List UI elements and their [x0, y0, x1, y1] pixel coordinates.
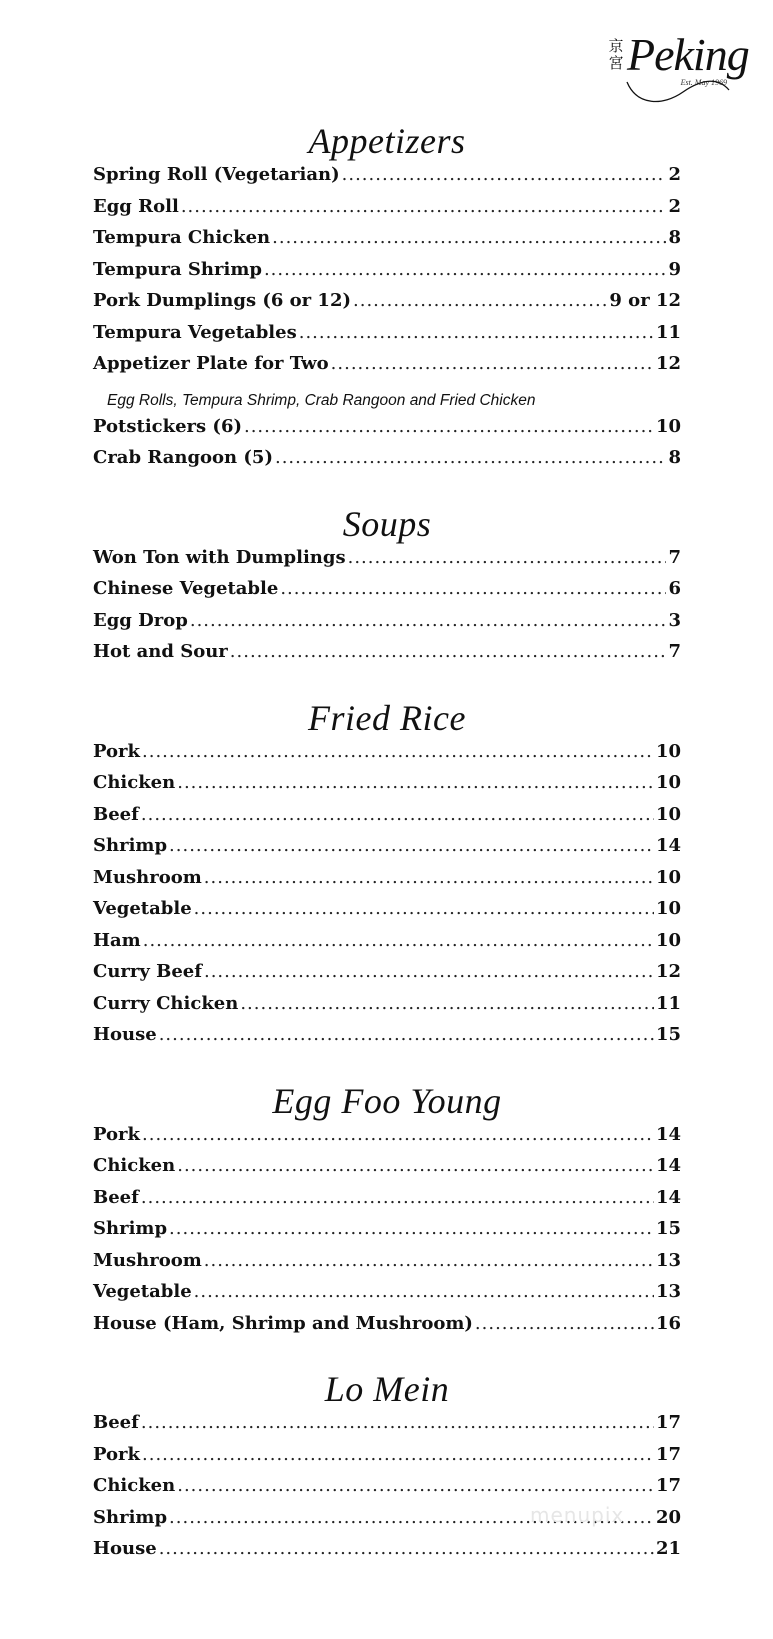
menu-item	[93, 1024, 681, 1056]
item-price: 9	[668, 258, 681, 280]
dot-leader	[181, 196, 667, 217]
menu-section-lo-mein	[93, 1368, 681, 1570]
item-price: 21	[655, 1538, 681, 1559]
dot-leader	[169, 835, 654, 856]
item-price: 12	[655, 353, 681, 374]
dot-leader	[348, 547, 667, 568]
item-price: 10	[655, 803, 681, 825]
menu-item	[93, 961, 681, 993]
dot-leader	[159, 1538, 654, 1559]
item-name: Mushroom	[93, 1249, 202, 1271]
dot-leader	[194, 1281, 654, 1302]
item-price: 10	[655, 415, 681, 437]
menu-item	[93, 641, 681, 673]
item-name: Vegetable	[93, 1281, 192, 1302]
item-price: 14	[655, 1123, 681, 1145]
menu-item	[93, 447, 681, 479]
menu-item	[93, 416, 681, 448]
menu-item	[93, 1281, 681, 1313]
dot-leader	[177, 772, 654, 793]
item-price: 11	[655, 992, 681, 1014]
item-name: Beef	[93, 1412, 139, 1433]
menu-item	[93, 898, 681, 930]
item-name: Pork	[93, 1443, 141, 1465]
dot-leader	[194, 898, 654, 919]
item-price: 10	[655, 772, 681, 793]
dot-leader	[240, 993, 654, 1014]
section-title: Egg Foo Young	[272, 1080, 502, 1121]
logo-chinese-characters: 京宮	[608, 37, 624, 72]
item-name: Chicken	[93, 1475, 176, 1496]
menu-item	[93, 1155, 681, 1187]
dot-leader	[204, 961, 654, 982]
item-name: Chicken	[93, 772, 176, 793]
item-price: 14	[655, 1186, 681, 1208]
menu-item	[93, 867, 681, 899]
item-name: Crab Rangoon (5)	[93, 447, 273, 468]
item-name: Shrimp	[93, 1506, 168, 1528]
section-title: Lo Mein	[324, 1369, 450, 1409]
item-price: 3	[668, 609, 681, 631]
item-price: 7	[668, 546, 681, 568]
item-name: Pork Dumplings (6 or 12)	[93, 290, 351, 311]
item-name: Appetizer Plate for Two	[93, 353, 329, 374]
dot-leader	[204, 1250, 654, 1271]
item-price: 20	[655, 1506, 681, 1528]
menu-item	[93, 1475, 681, 1507]
logo-established: Est. May 1969	[680, 78, 727, 87]
watermark: menupix	[530, 1503, 625, 1527]
menu-section-fried-rice	[93, 697, 681, 1056]
item-name: Vegetable	[93, 898, 192, 919]
dot-leader	[353, 290, 607, 311]
item-price: 17	[655, 1443, 681, 1465]
item-price: 6	[668, 578, 681, 599]
dot-leader	[142, 1124, 654, 1145]
item-price: 10	[655, 929, 681, 951]
dot-leader	[141, 1412, 654, 1433]
menu-item	[93, 196, 681, 228]
item-price: 12	[655, 961, 681, 982]
logo-flourish-icon	[623, 76, 733, 104]
menu-item	[93, 1444, 681, 1476]
menu-item	[93, 1124, 681, 1156]
item-name: House	[93, 1024, 157, 1045]
dot-leader	[331, 353, 654, 374]
menu-item	[93, 1313, 681, 1345]
menu-item	[93, 772, 681, 804]
menu-item	[93, 1218, 681, 1250]
item-name: Chicken	[93, 1155, 176, 1176]
menu-item	[93, 1538, 681, 1570]
item-name: Tempura Shrimp	[93, 258, 262, 280]
dot-leader	[142, 1444, 654, 1465]
dot-leader	[177, 1155, 654, 1176]
item-name: Tempura Vegetables	[93, 321, 297, 343]
dot-leader	[244, 416, 654, 437]
section-title: Soups	[342, 503, 432, 544]
menu-section-soups	[93, 503, 681, 673]
section-title: Appetizers	[308, 121, 466, 161]
menu-item	[93, 353, 681, 385]
item-price: 10	[655, 740, 681, 762]
item-name: Pork	[93, 740, 141, 762]
item-description: Egg Rolls, Tempura Shrimp, Crab Rangoon and Fried Chicken	[107, 391, 536, 409]
menu-item	[93, 164, 681, 196]
dot-leader	[230, 641, 667, 662]
item-price: 16	[655, 1312, 681, 1334]
item-price: 9 or 12	[609, 290, 681, 311]
item-price: 13	[655, 1249, 681, 1271]
dot-leader	[159, 1024, 654, 1045]
item-price: 2	[668, 164, 681, 185]
item-name: Egg Drop	[93, 609, 188, 631]
item-price: 15	[655, 1024, 681, 1045]
menu-item	[93, 1250, 681, 1282]
item-price: 10	[655, 898, 681, 919]
menu-section-appetizers	[93, 120, 681, 479]
item-name: Pork	[93, 1123, 141, 1145]
item-name: Spring Roll (Vegetarian)	[93, 164, 340, 185]
dot-leader	[177, 1475, 654, 1496]
item-name: Tempura Chicken	[93, 227, 271, 248]
dot-leader	[190, 610, 667, 631]
menu-item	[93, 804, 681, 836]
dot-leader	[272, 227, 666, 248]
item-name: House (Ham, Shrimp and Mushroom)	[93, 1312, 473, 1334]
dot-leader	[280, 578, 666, 599]
menu-item	[93, 993, 681, 1025]
dot-leader	[475, 1313, 654, 1334]
dot-leader	[142, 741, 654, 762]
menu-item	[93, 322, 681, 354]
dot-leader	[204, 867, 654, 888]
item-price: 10	[655, 866, 681, 888]
dot-leader	[264, 259, 667, 280]
dot-leader	[275, 447, 667, 468]
menu-content	[93, 120, 681, 1594]
restaurant-logo	[605, 29, 749, 106]
dot-leader	[169, 1218, 654, 1239]
menu-item	[93, 1412, 681, 1444]
dot-leader	[141, 1187, 654, 1208]
item-price: 13	[655, 1281, 681, 1302]
logo-wordmark: Peking	[627, 29, 749, 80]
menu-item	[93, 290, 681, 322]
item-name: Ham	[93, 929, 141, 951]
item-price: 17	[655, 1412, 681, 1433]
menu-section-egg-foo-young	[93, 1080, 681, 1345]
item-price: 15	[655, 1218, 681, 1239]
item-name: Chinese Vegetable	[93, 578, 279, 599]
dot-leader	[141, 804, 654, 825]
item-price: 14	[655, 835, 681, 856]
menu-item	[93, 835, 681, 867]
item-name: Curry Beef	[93, 961, 202, 982]
menu-item	[93, 741, 681, 773]
item-price: 17	[655, 1475, 681, 1496]
item-price: 8	[668, 227, 681, 248]
item-name: Hot and Sour	[93, 641, 228, 662]
item-price: 14	[655, 1155, 681, 1176]
item-price: 2	[668, 195, 681, 217]
dot-leader	[342, 164, 667, 185]
item-name: House	[93, 1538, 157, 1559]
dot-leader	[143, 930, 654, 951]
item-name: Shrimp	[93, 835, 168, 856]
item-name: Egg Roll	[93, 195, 179, 217]
dot-leader	[299, 322, 654, 343]
menu-item	[93, 610, 681, 642]
item-name: Beef	[93, 803, 139, 825]
item-name: Won Ton with Dumplings	[93, 546, 346, 568]
item-name: Beef	[93, 1186, 139, 1208]
section-title: Fried Rice	[308, 697, 466, 738]
menu-item	[93, 578, 681, 610]
menu-item	[93, 259, 681, 291]
item-price: 8	[668, 447, 681, 468]
menu-item	[93, 1187, 681, 1219]
menu-item	[93, 930, 681, 962]
item-name: Shrimp	[93, 1218, 168, 1239]
item-price: 11	[655, 321, 681, 343]
item-price: 7	[668, 641, 681, 662]
item-name: Potstickers (6)	[93, 415, 242, 437]
menu-item	[93, 547, 681, 579]
item-name: Mushroom	[93, 866, 202, 888]
item-name: Curry Chicken	[93, 992, 239, 1014]
menu-item	[93, 227, 681, 259]
